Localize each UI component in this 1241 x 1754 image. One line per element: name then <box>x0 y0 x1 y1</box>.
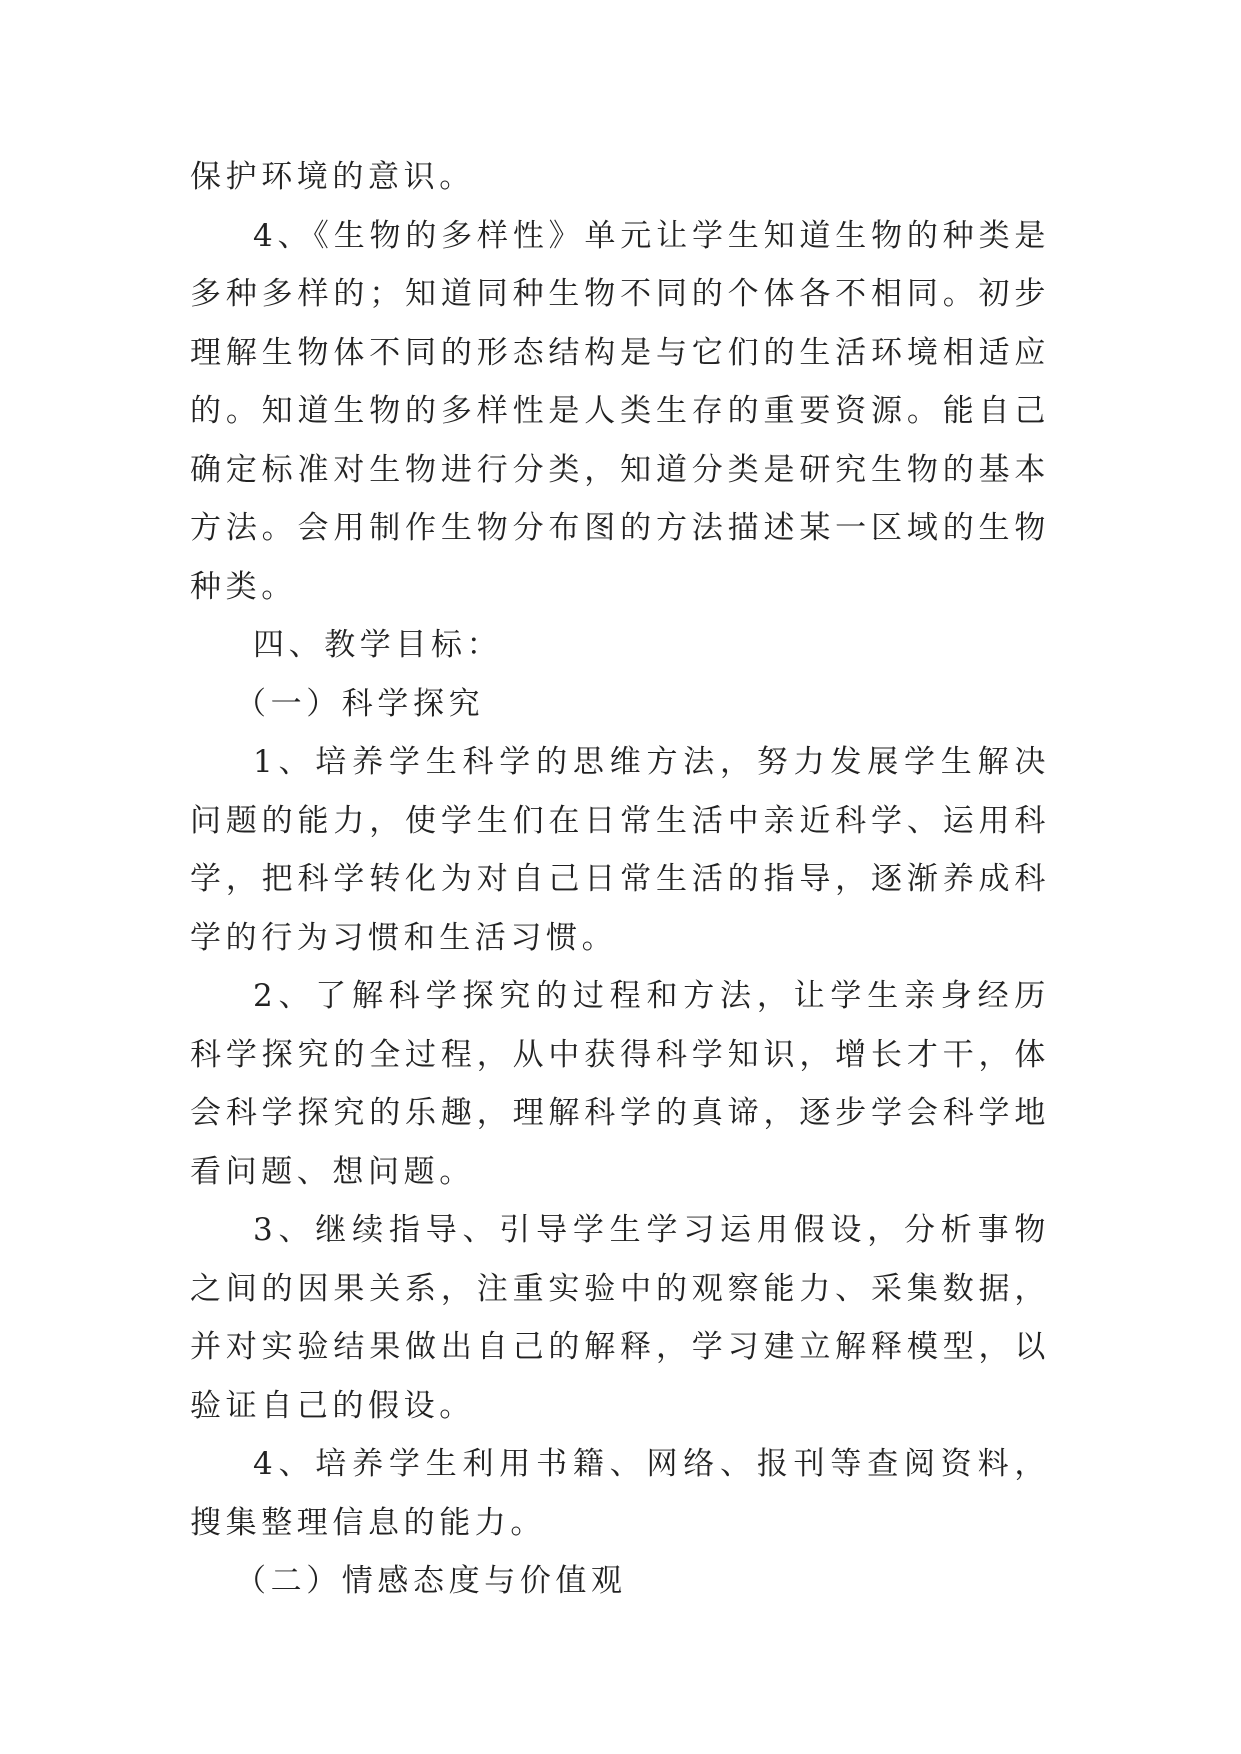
paragraph-continuation: 保护环境的意识。 <box>190 159 475 195</box>
paragraph-goal-3: 3、继续指导、引导学生学习运用假设，分析事物之间的因果关系，注重实验中的观察能力、采集数据，并对实验结果做出自己的解释，学习建立解释模型，以验证自己的假设。 <box>190 1212 1050 1424</box>
subheading-emotion-values: （二）情感态度与价值观 <box>235 1563 627 1599</box>
paragraph-goal-1: 1、培养学生科学的思维方法，努力发展学生解决问题的能力，使学生们在日常生活中亲近科学、运用科学，把科学转化为对自己日常生活的指导，逐渐养成科学的行为习惯和生活习惯。 <box>190 744 1050 956</box>
subheading-scientific-inquiry: （一）科学探究 <box>235 685 485 722</box>
document-body <box>190 148 1050 1611</box>
paragraph-goal-2: 2、了解科学探究的过程和方法，让学生亲身经历科学探究的全过程，从中获得科学知识，增长才干，体会科学探究的乐趣，理解科学的真谛，逐步学会科学地看问题、想问题。 <box>190 978 1050 1190</box>
section-heading-teaching-goals: 四、教学目标： <box>253 627 503 663</box>
paragraph-biodiversity-unit: 4、《生物的多样性》单元让学生知道生物的种类是多种多样的；知道同种生物不同的个体各不相同。初步理解生物体不同的形态结构是与它们的生活环境相适应的。知道生物的多样性是人类生存的重要资源。能自己确定标准对生物进行分类，知道分类是研究生物的基本方法。会用制作生物分布图的方法描述某一区域的生物种类。 <box>190 217 1050 605</box>
paragraph-goal-4: 4、培养学生利用书籍、网络、报刊等查阅资料，搜集整理信息的能力。 <box>190 1446 1050 1541</box>
